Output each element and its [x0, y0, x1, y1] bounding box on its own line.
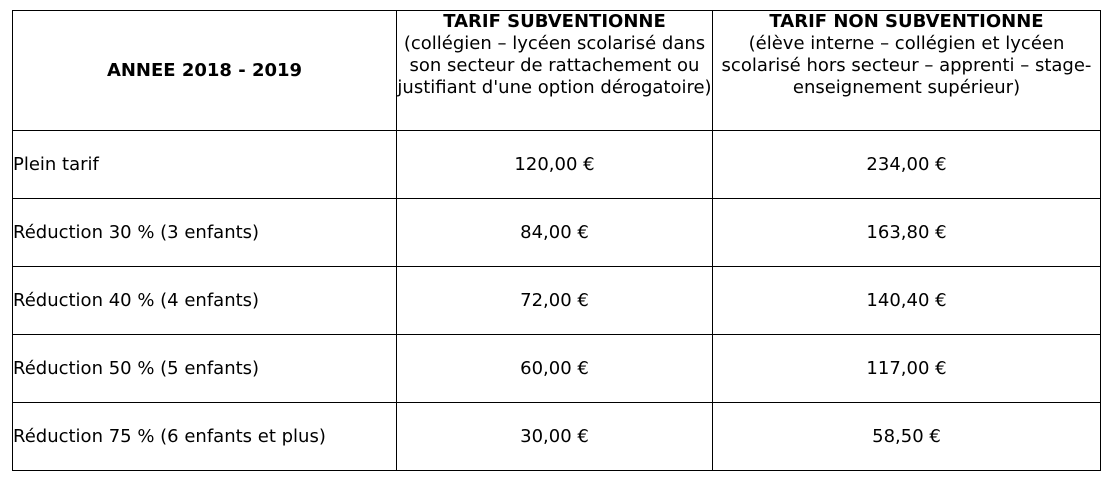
non-subsidized-amount: 163,80 € — [713, 199, 1101, 267]
subsidized-header-title: TARIF SUBVENTIONNE — [443, 11, 666, 32]
table-row — [13, 403, 1101, 471]
subsidized-amount: 84,00 € — [397, 199, 713, 267]
table-row — [13, 199, 1101, 267]
table-row — [13, 131, 1101, 199]
row-label: Réduction 75 % (6 enfants et plus) — [13, 403, 397, 471]
table-row — [13, 335, 1101, 403]
row-label: Réduction 50 % (5 enfants) — [13, 335, 397, 403]
subsidized-amount: 60,00 € — [397, 335, 713, 403]
row-label: Réduction 30 % (3 enfants) — [13, 199, 397, 267]
non-subsidized-amount: 58,50 € — [713, 403, 1101, 471]
non-subsidized-header — [713, 11, 1101, 131]
non-subsidized-amount: 117,00 € — [713, 335, 1101, 403]
subsidized-header — [397, 11, 713, 131]
row-label: Réduction 40 % (4 enfants) — [13, 267, 397, 335]
table-row — [13, 267, 1101, 335]
subsidized-header-description: (collégien – lycéen scolarisé dans son secteur de rattachement ou justifiant d'une option dérogatoire) — [397, 33, 712, 98]
year-header — [13, 11, 397, 131]
subsidized-amount: 120,00 € — [397, 131, 713, 199]
tarif-table — [12, 10, 1101, 471]
non-subsidized-header-title: TARIF NON SUBVENTIONNE — [769, 11, 1044, 32]
row-label: Plein tarif — [13, 131, 397, 199]
non-subsidized-amount: 234,00 € — [713, 131, 1101, 199]
table-header-row — [13, 11, 1101, 131]
subsidized-amount: 30,00 € — [397, 403, 713, 471]
non-subsidized-header-description: (élève interne – collégien et lycéen scolarisé hors secteur – apprenti – stage-enseignement supérieur) — [721, 33, 1092, 98]
year-header-label: ANNEE 2018 - 2019 — [106, 59, 303, 81]
non-subsidized-amount: 140,40 € — [713, 267, 1101, 335]
subsidized-amount: 72,00 € — [397, 267, 713, 335]
